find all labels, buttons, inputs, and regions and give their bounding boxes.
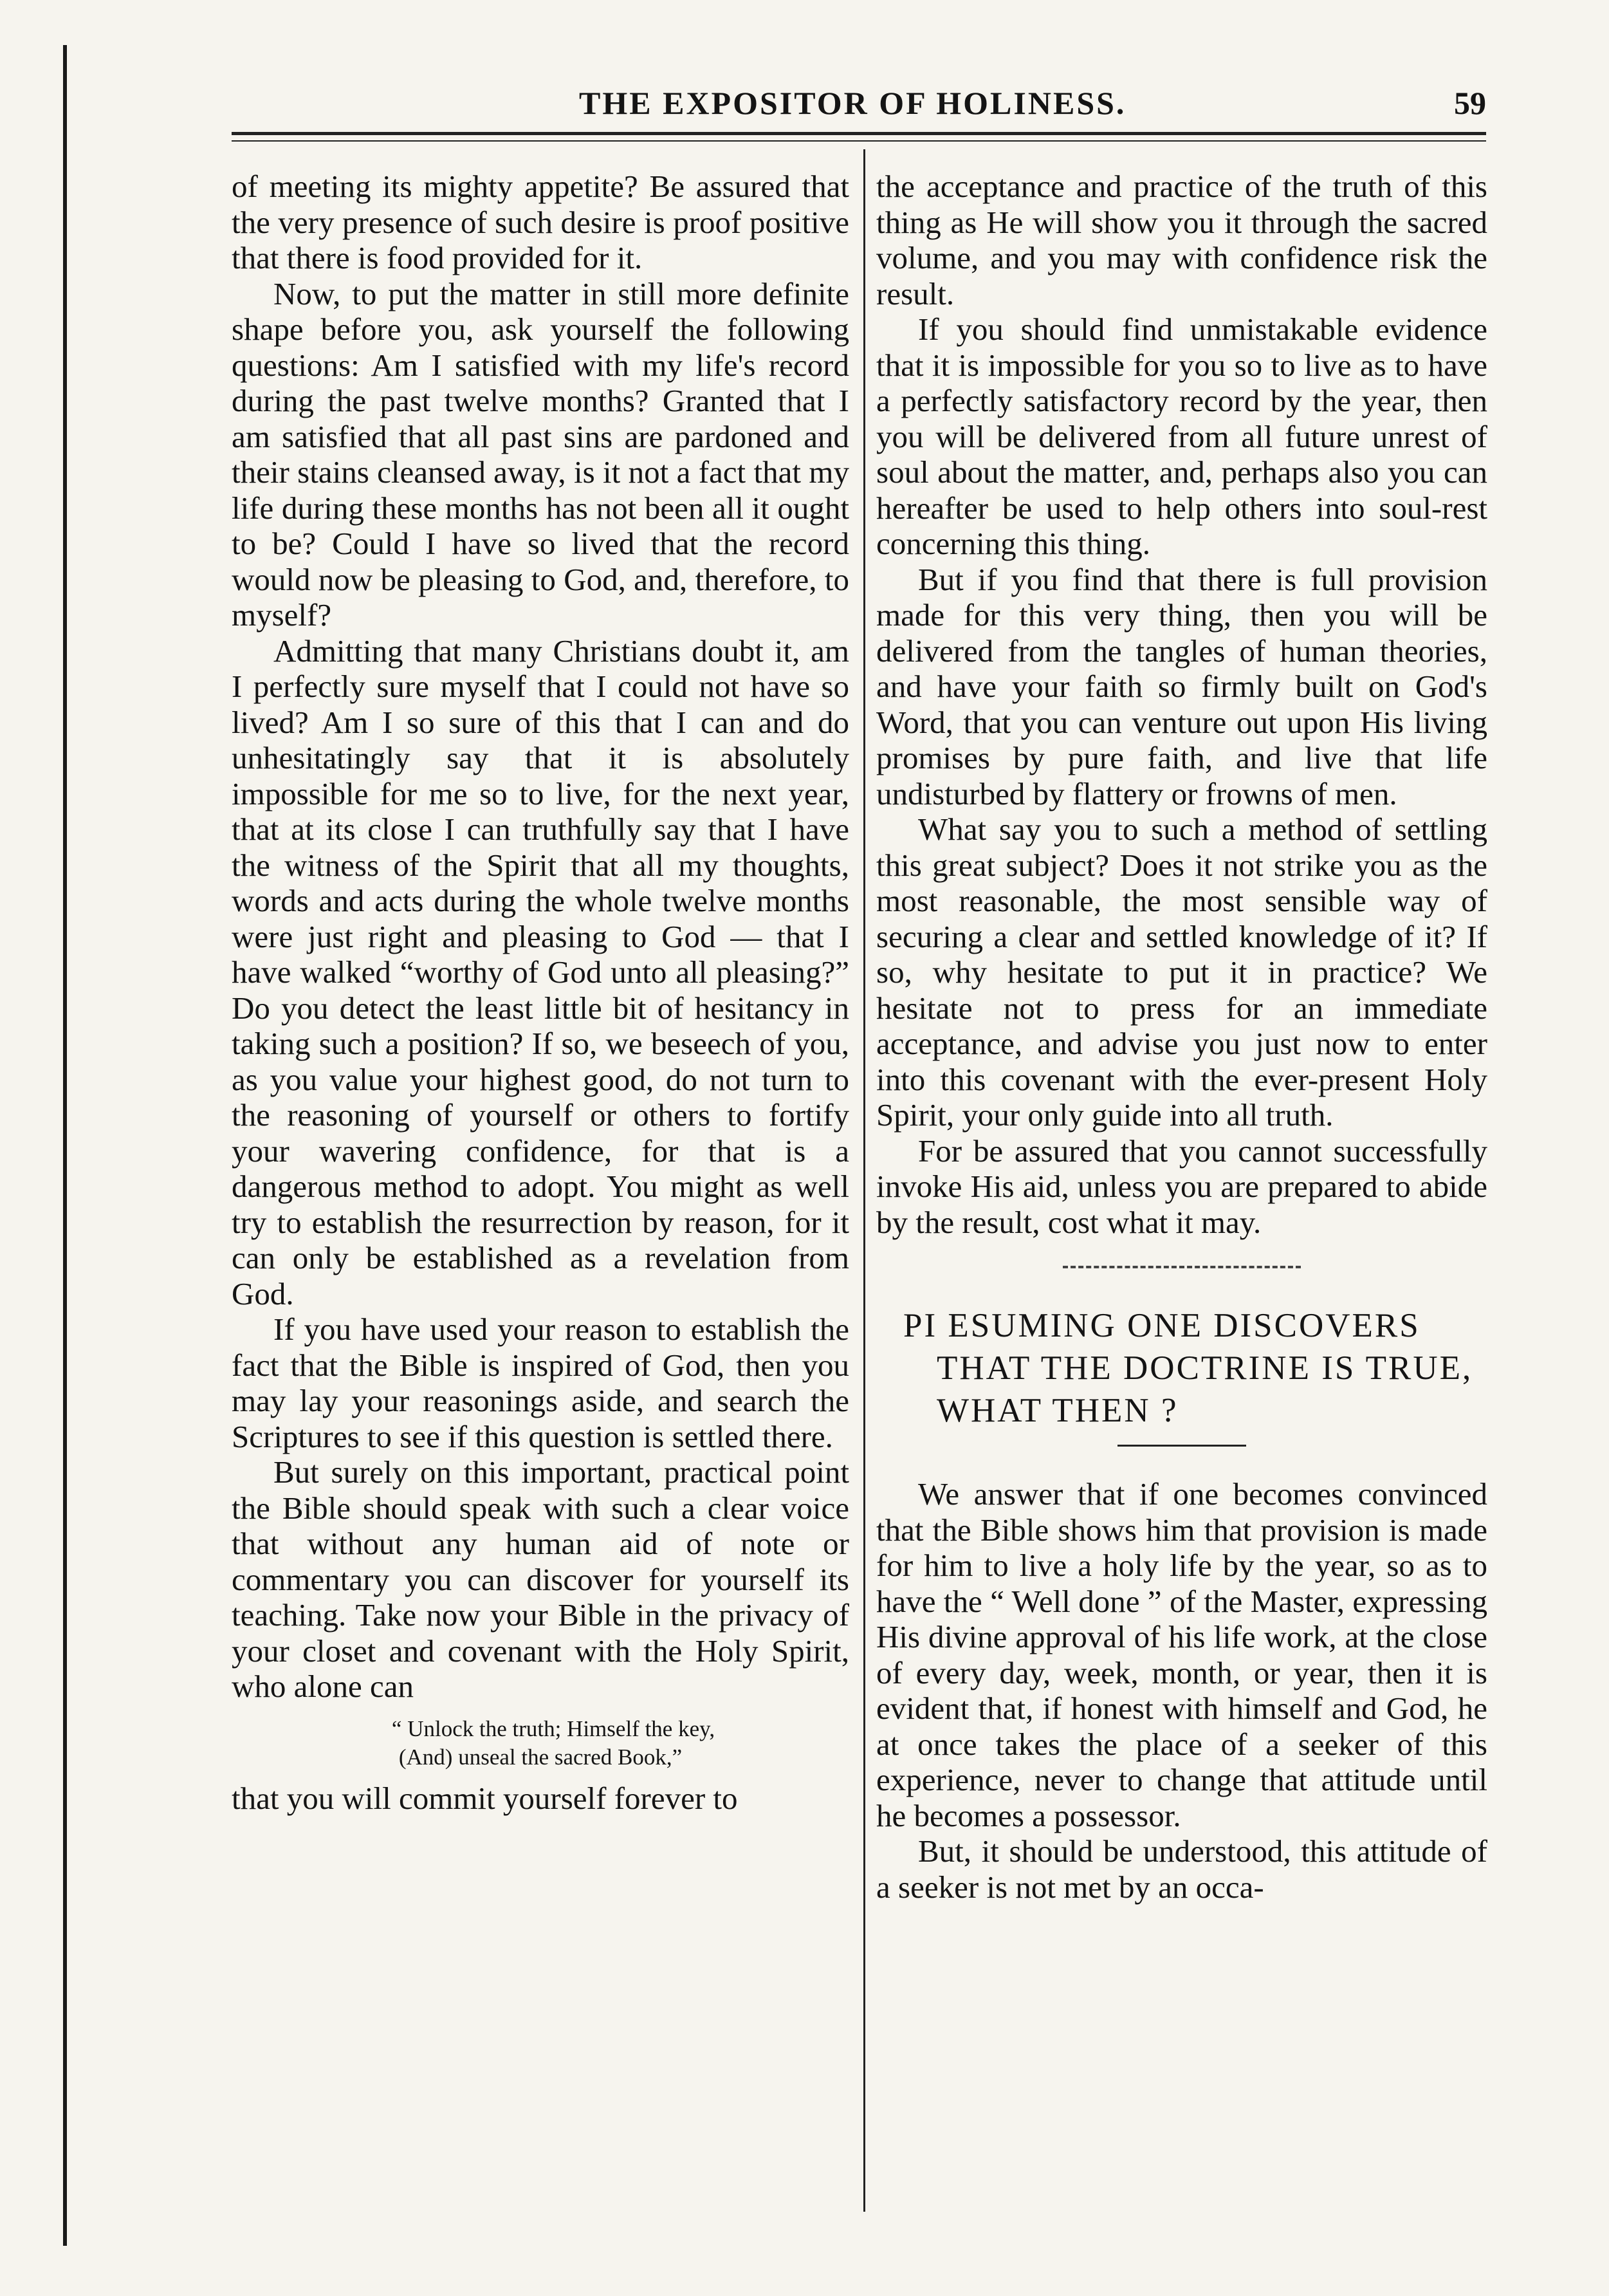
verse-line: “ Unlock the truth; Himself the key, <box>391 1716 715 1741</box>
section-heading <box>876 1304 1487 1432</box>
paragraph: For be assured that you cannot successfully invoke His aid, unless you are prepared to abide by the result, cost what it may. <box>876 1133 1487 1240</box>
right-column <box>876 169 1487 1905</box>
running-title: THE EXPOSITOR OF HOLINESS. <box>579 85 1126 121</box>
paragraph: If you have used your reason to establish the fact that the Bible is inspired of God, then you may lay your reasonings aside, and search the Scriptures to see if this question is settled there. <box>232 1311 849 1454</box>
header-rule-thin <box>232 140 1486 142</box>
heading-line: WHAT THEN ? <box>937 1392 1179 1429</box>
column-divider <box>863 149 865 2212</box>
section-separator <box>1063 1266 1301 1268</box>
heading-line: THAT THE DOCTRINE IS TRUE, <box>937 1349 1473 1387</box>
header-rule-thick <box>232 132 1486 135</box>
paragraph: What say you to such a method of settling this great subject? Does it not strike you as the most reasonable, the most sensible way of securing a clear and settled knowledge of it? If so, why hesitate to put it in practice? We hesitate not to press for an immediate acceptance, and advise you just now to enter into this covenant with the ever-present Holy Spirit, your only guide into all truth. <box>876 811 1487 1133</box>
verse-line: (And) unseal the sacred Book,” <box>398 1744 683 1770</box>
page-header <box>232 80 1486 132</box>
page-binding-edge <box>63 45 67 2246</box>
paragraph: Admitting that many Christians doubt it, am I perfectly sure myself that I could not have so lived? Am I so sure of this that I can and do unhesitatingly say that it is absolutely impossible for me so to live, for the next year, that at its close I can truthfully say that I have the witness of the Spirit that all my thoughts, words and acts during the whole twelve months were just right and pleasing to God — that I have walked “worthy of God unto all pleasing?” Do you detect the least little bit of hesitancy in taking such a position? If so, we beseech of you, as you value your highest good, do not turn to the reasoning of yourself or others to fortify your wavering confidence, for that is a dangerous method to adopt. You might as well try to establish the resurrection by reason, for it can only be established as a revelation from God. <box>232 633 849 1311</box>
heading-rule <box>1117 1445 1246 1447</box>
paragraph: of meeting its mighty appetite? Be assured that the very presence of such desire is proof positive that there is food provided for it. <box>232 169 849 275</box>
quoted-verse <box>232 1715 849 1772</box>
paragraph: that you will commit yourself forever to <box>232 1780 738 1816</box>
paragraph: But, it should be understood, this attitude of a seeker is not met by an occa- <box>876 1833 1487 1905</box>
heading-line: PI ESUMING ONE DISCOVERS <box>903 1307 1421 1344</box>
paragraph: Now, to put the matter in still more definite shape before you, ask yourself the following questions: Am I satisfied with my life's record during the past twelve months? Granted that I am satisfied that all past sins are pardoned and their stains cleansed away, is it not a fact that my life during these months has not been all it ought to be? Could I have so lived that the record would now be pleasing to God, and, therefore, to myself? <box>232 275 849 633</box>
left-column <box>232 169 849 1816</box>
paragraph: But if you find that there is full provision made for this very thing, then you will be delivered from the tangles of human theories, and have your faith so firmly built on God's Word, that you can venture out upon His living promises by pure faith, and live that life undisturbed by flattery or frowns of men. <box>876 561 1487 811</box>
paragraph: We answer that if one becomes convinced that the Bible shows him that provision is made for him to live a holy life by the year, so as to have the “ Well done ” of the Master, expressing His divine approval of his life work, at the close of every day, week, month, or year, then it is evident that, if honest with himself and God, he at once takes the place of a seeker of this experience, never to change that attitude until he becomes a possessor. <box>876 1476 1487 1833</box>
paragraph: If you should find unmistakable evidence that it is impossible for you so to live as to have a perfectly satisfactory record by the year, then you will be delivered from all future unrest of soul about the matter, and, perhaps also you can hereafter be used to help others into soul-rest concerning this thing. <box>876 311 1487 561</box>
page-number: 59 <box>1454 85 1486 121</box>
paragraph: But surely on this important, practical point the Bible should speak with such a clear voice that without any human aid of note or commentary you can discover for yourself its teaching. Take now your Bible in the privacy of your closet and covenant with the Holy Spirit, who alone can <box>232 1454 849 1704</box>
paragraph: the acceptance and practice of the truth of this thing as He will show you it through the sacred volume, and you may with confidence risk the result. <box>876 169 1487 311</box>
